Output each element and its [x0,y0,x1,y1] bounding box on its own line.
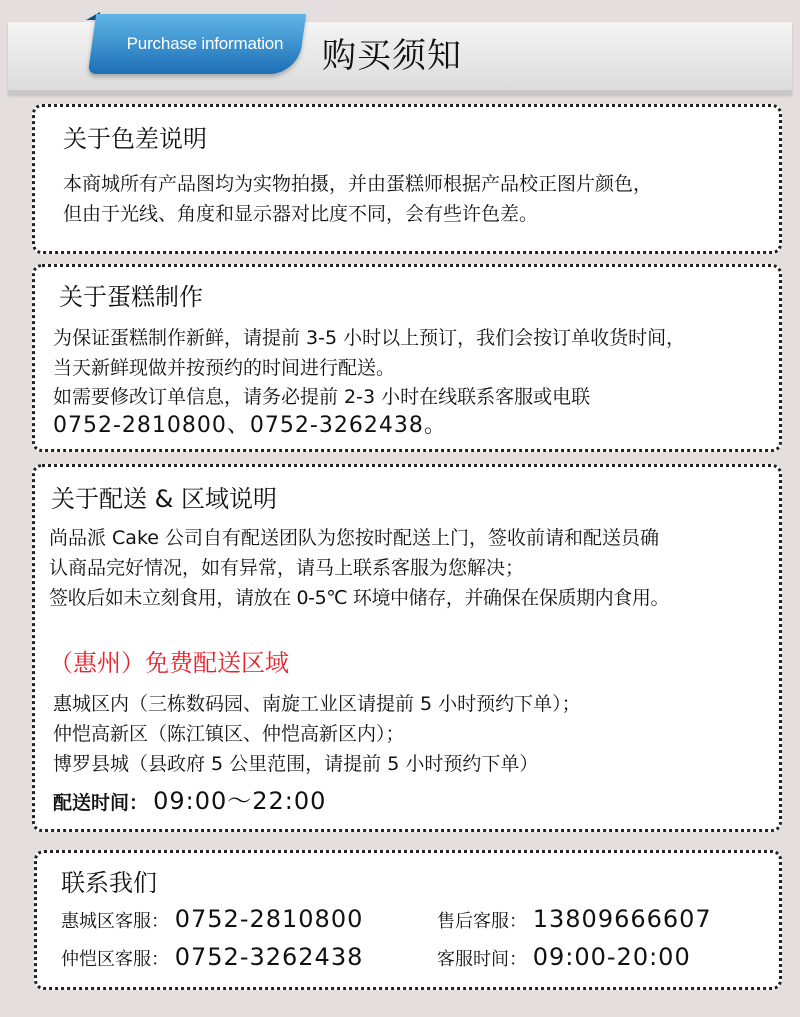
color-difference-section [32,104,782,254]
contact-row-zhongkai [61,943,363,971]
section-heading: 联系我们 [61,869,157,897]
section-line: 尚品派 Cake 公司自有配送团队为您按时配送上门，签收前请和配送员确 [49,527,660,549]
contact-row-huicheng [61,905,363,933]
contact-label: 仲恺区客服： [61,949,169,970]
contact-label: 惠城区客服： [61,911,169,932]
section-line: 当天新鲜现做并按预约的时间进行配送。 [53,357,396,379]
service-hours-value: 09:00-20:00 [532,943,691,971]
section-line: 本商城所有产品图均为实物拍摄，并由蛋糕师根据产品校正图片颜色， [63,173,653,195]
section-line: 但由于光线、角度和显示器对比度不同，会有些许色差。 [63,203,539,225]
delivery-section [32,464,782,832]
section-line: 如需要修改订单信息，请务必提前 2-3 小时在线联系客服或电联 [53,386,591,408]
zone-line: 仲恺高新区（陈江镇区、仲恺高新区内）； [53,723,405,745]
contact-label: 客服时间： [437,949,527,970]
free-zone-title: （惠州）免费配送区域 [49,649,289,677]
zone-line: 博罗县城（县政府 5 公里范围，请提前 5 小时预约下单） [53,753,539,775]
section-line: 认商品完好情况，如有异常，请马上联系客服为您解决； [49,557,525,579]
contact-section [34,850,782,990]
contact-row-service-hours [437,943,691,971]
contact-row-aftersales [437,905,712,933]
contact-label: 售后客服： [437,911,527,932]
section-heading: 关于蛋糕制作 [59,283,203,311]
contact-phone[interactable]: 0752-3262438 [174,943,364,971]
cake-making-section [32,264,782,452]
page-title: 购买须知 [322,36,462,76]
ribbon-label: Purchase information [126,34,284,53]
section-line: 0752-2810800、0752-3262438。 [53,413,447,438]
section-line: 为保证蛋糕制作新鲜，请提前 3-5 小时以上预订，我们会按订单收货时间， [53,327,686,349]
zone-line: 惠城区内（三栋数码园、南旋工业区请提前 5 小时预约下单）； [53,693,581,715]
section-heading: 关于配送 & 区域说明 [51,485,277,513]
section-line: 签收后如未立刻食用，请放在 0-5℃ 环境中储存，并确保在保质期内食用。 [49,587,670,609]
contact-phone[interactable]: 13809666607 [532,905,712,933]
delivery-time-value: 09:00～22:00 [153,787,327,815]
section-heading: 关于色差说明 [63,125,207,153]
delivery-time-label: 配送时间： [53,792,149,814]
contact-phone[interactable]: 0752-2810800 [174,905,364,933]
